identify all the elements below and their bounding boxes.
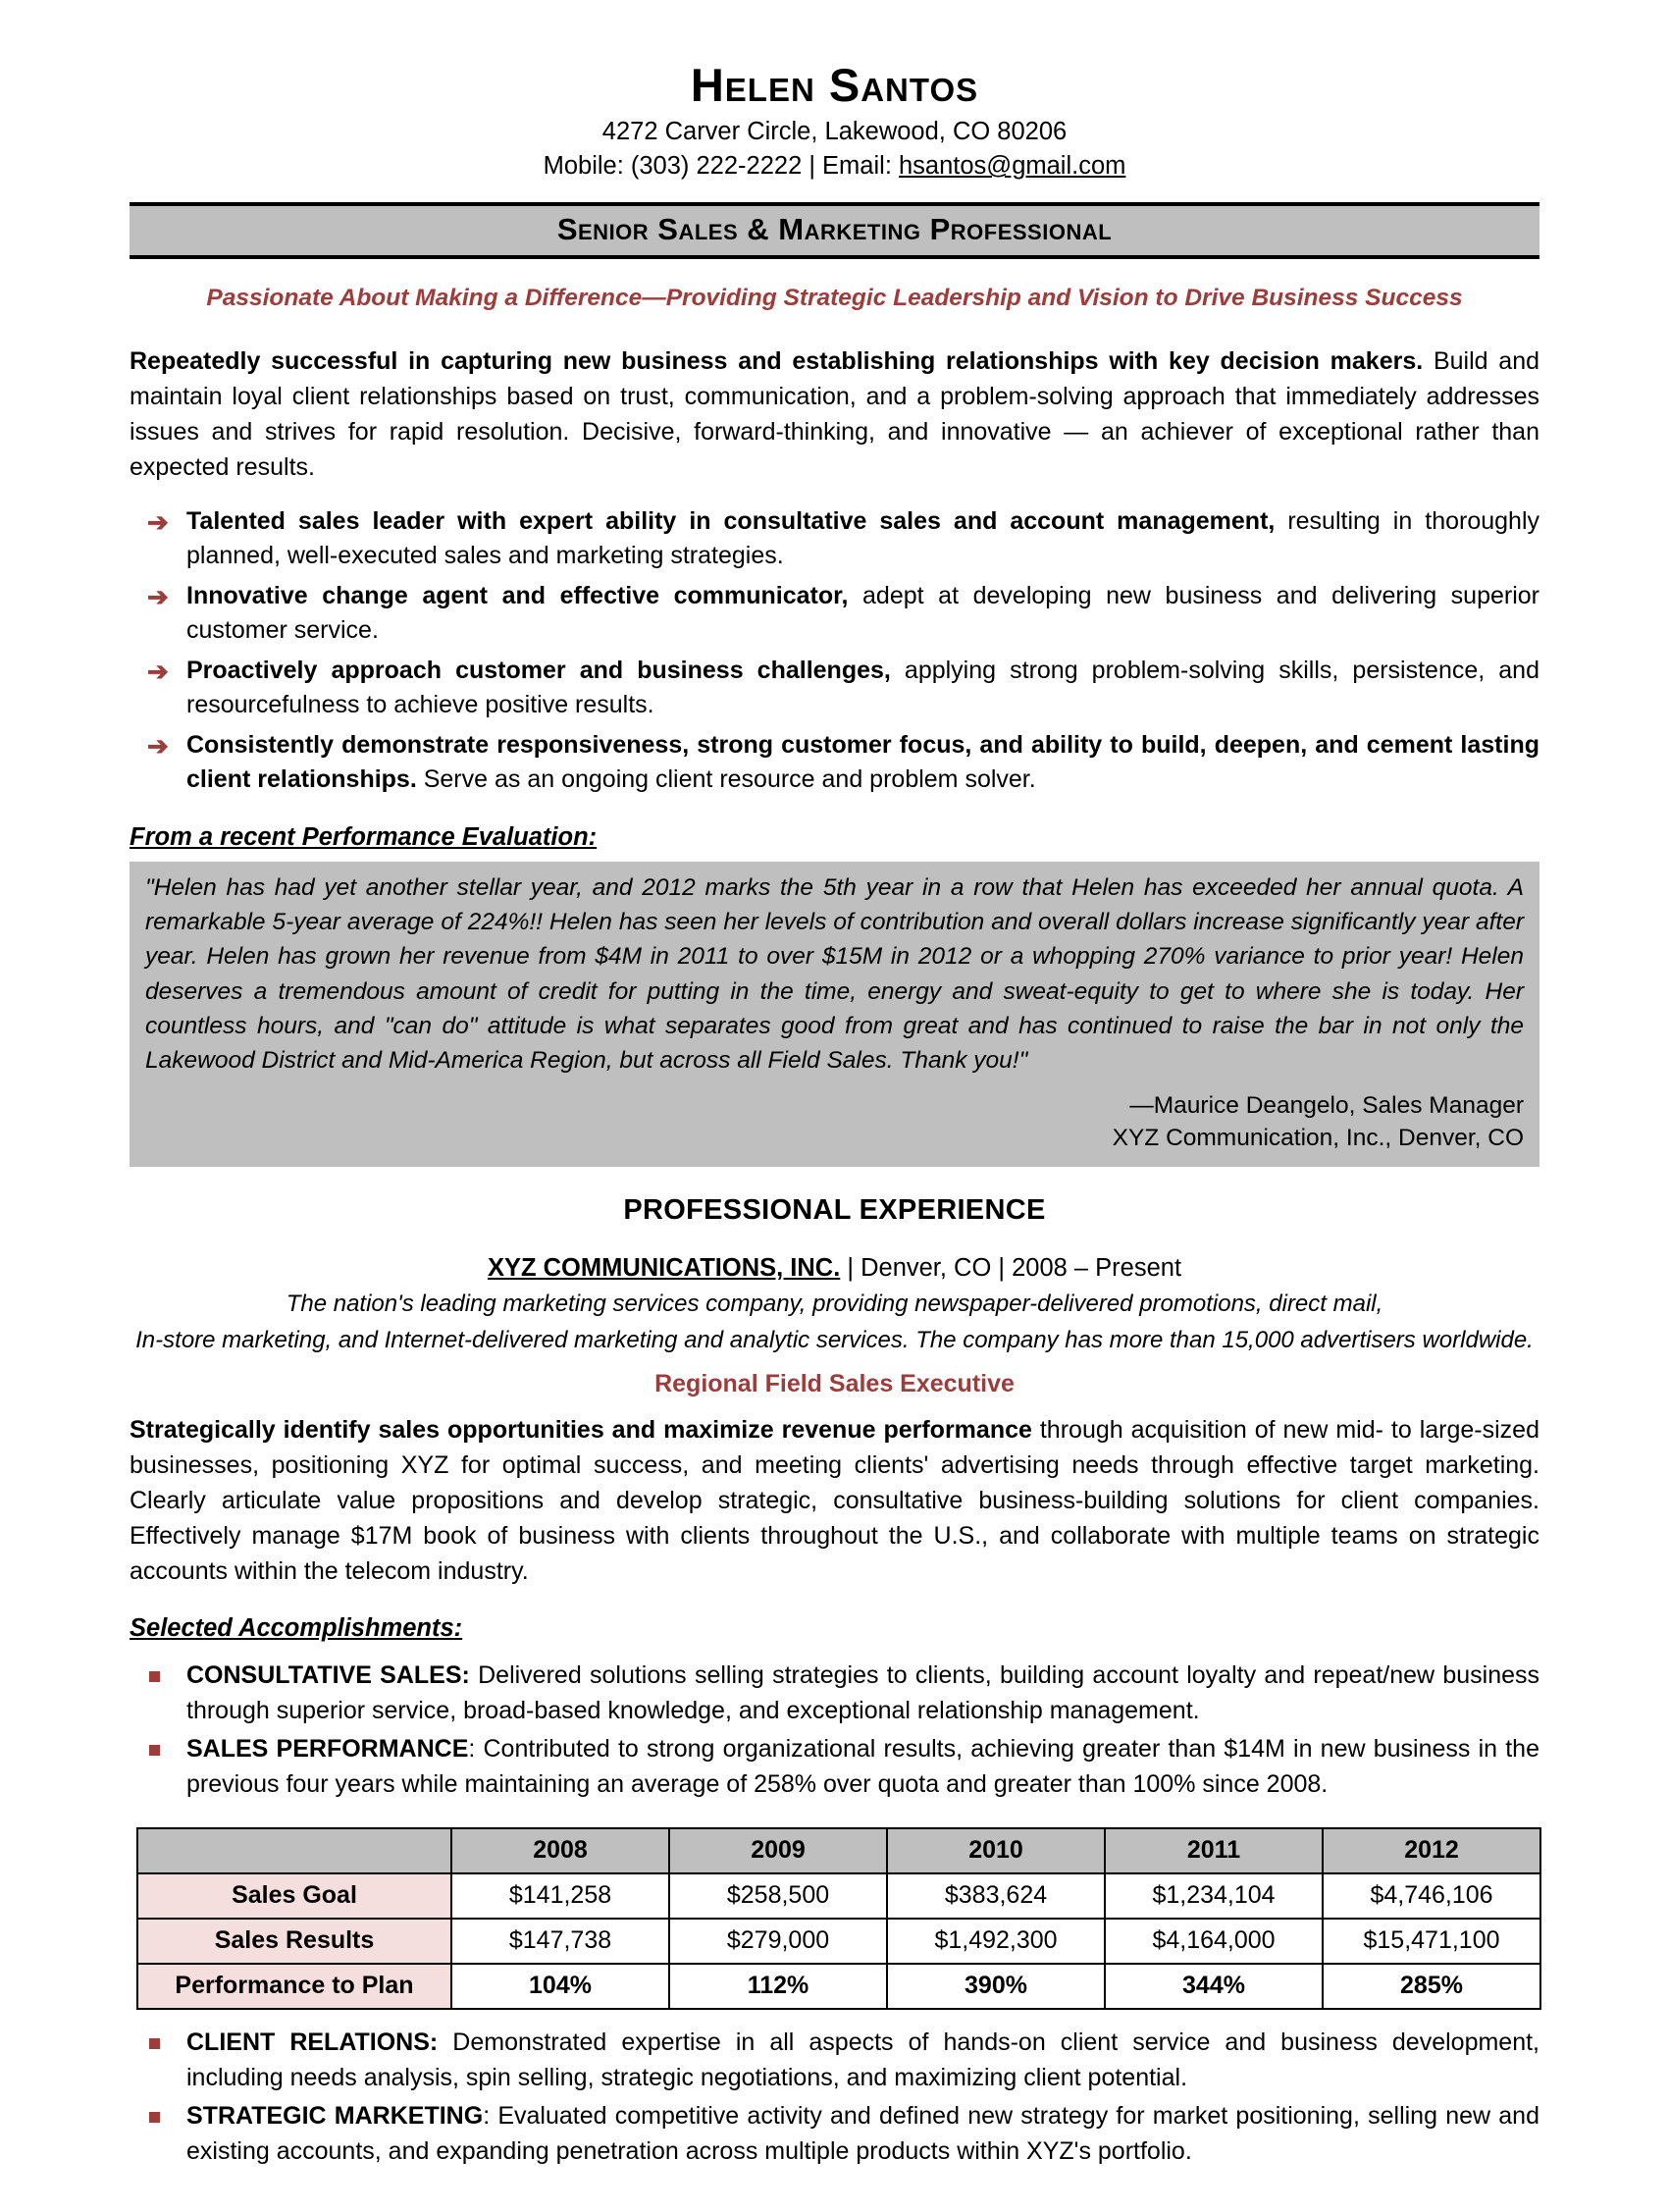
list-item-bold: Consistently demonstrate responsiveness, strong customer focus, and ability to build, deepen, and cement lasting client relationships. xyxy=(186,730,1539,794)
accomplishments-heading: Selected Accomplishments: xyxy=(130,1614,463,1643)
list-item-text xyxy=(186,2026,1539,2095)
list-item-rest: : Evaluated competitive activity and defined new strategy for market positioning, selling new and existing accounts, and expanding penetration across multiple products within XYZ's portfolio. xyxy=(186,2102,1539,2165)
list-item xyxy=(130,504,1539,574)
role-lead-bold: Strategically identify sales opportunities and maximize revenue performance xyxy=(130,1416,1032,1445)
candidate-address: 4272 Carver Circle, Lakewood, CO 80206 xyxy=(601,117,1068,145)
company-description-line-2: In-store marketing, and Internet-delivered marketing and analytic services. The company has more than 15,000 advertisers worldwide. xyxy=(135,1326,1534,1353)
accomplishments-list-bottom xyxy=(130,2026,1539,2169)
company-name: XYZ COMMUNICATIONS, INC. xyxy=(487,1254,841,1283)
list-item-rest: resulting in thoroughly planned, well-executed sales and marketing strategies. xyxy=(186,506,1539,570)
evaluation-quote-text: "Helen has had yet another stellar year, and 2012 marks the 5th year in a row that Helen has exceeded her annual quota. A remarkable 5-year average of 224%!! Helen has seen her levels of contribution and overall dollars increase significantly year after year. Helen has grown her revenue from $4M in 2011 to over $15M in 2012 or a whopping 270% variance to prior year! Helen deserves a tremendous amount of credit for putting in the time, energy and sweat-equity to get to where she is today. Her countless hours, and "can do" attitude is what separates good from great and has continued to raise the bar in not only the Lakewood District and Mid-America Region, but across all Field Sales. Thank you!" xyxy=(145,873,1524,1075)
table-col-header-2010: 2010 xyxy=(887,1828,1105,1873)
table-cell: $383,624 xyxy=(887,1873,1105,1919)
evaluation-quote-box xyxy=(130,862,1539,1167)
table-row xyxy=(137,1964,1540,2009)
role-rest: through acquisition of new mid- to large-sized businesses, positioning XYZ for optimal success, and meeting clients' advertising needs through effective target marketing. Clearly articulate value propositions and develop strategic, consultative business-building solutions for client companies. Effectively manage $17M book of business with clients throughout the U.S., and collaborate with multiple teams on strategic accounts within the telecom industry. xyxy=(130,1416,1539,1586)
company-description-line-1: The nation's leading marketing services company, providing newspaper-delivered promotions, direct mail, xyxy=(286,1290,1383,1318)
email-link[interactable]: hsantos@gmail.com xyxy=(899,152,1126,181)
summary-paragraph xyxy=(130,343,1539,485)
table-cell: $4,164,000 xyxy=(1105,1919,1323,1964)
page-title: PROFESSIONAL EXPERIENCE xyxy=(623,1194,1046,1227)
list-item-text xyxy=(186,2099,1539,2169)
list-item-rest: Delivered solutions selling strategies to clients, building account loyalty and repeat/new business through superior service, broad-based knowledge, and exceptional relationship management. xyxy=(186,1661,1540,1724)
resume-header xyxy=(130,61,1539,184)
candidate-contact xyxy=(130,150,1539,184)
list-item xyxy=(130,2099,1539,2169)
list-item-rest: Demonstrated expertise in all aspects of hands-on client service and business development, including needs analysis, spin selling, strategic negotiations, and maximizing client potential. xyxy=(186,2028,1539,2091)
list-item-rest: adept at developing new business and delivering superior customer service. xyxy=(186,581,1540,645)
table-row xyxy=(137,1873,1540,1919)
list-item-bold: CLIENT RELATIONS: xyxy=(186,2028,439,2057)
table-cell: $147,738 xyxy=(451,1919,669,1964)
table-col-header-2011: 2011 xyxy=(1105,1828,1323,1873)
list-item xyxy=(130,2026,1539,2095)
list-item-bold: CONSULTATIVE SALES: xyxy=(186,1661,470,1690)
list-item-rest: applying strong problem-solving skills, persistence, and resourcefulness to achieve positive results. xyxy=(186,656,1539,719)
role-paragraph xyxy=(130,1412,1539,1589)
list-item-bold: Innovative change agent and effective communicator, xyxy=(186,581,849,609)
evaluation-heading: From a recent Performance Evaluation: xyxy=(130,822,598,851)
list-item-text xyxy=(186,1732,1539,1802)
list-item-text xyxy=(186,1659,1539,1728)
square-bullet-icon xyxy=(130,1659,186,1682)
table-cell: 390% xyxy=(887,1964,1105,2009)
list-item xyxy=(130,728,1539,798)
table-cell: 104% xyxy=(451,1964,669,2009)
job-title: Regional Field Sales Executive xyxy=(654,1370,1015,1398)
table-cell: $258,500 xyxy=(669,1873,887,1919)
summary-lead-bold: Repeatedly successful in capturing new business and establishing relationships with key decision makers. xyxy=(130,346,1424,375)
tagline: Passionate About Making a Difference—Providing Strategic Leadership and Vision to Drive Business Success xyxy=(206,285,1463,312)
table-row-label-performance-to-plan: Performance to Plan xyxy=(137,1964,451,2009)
list-item-rest: Serve as an ongoing client resource and problem solver. xyxy=(416,765,1036,794)
table-cell: 285% xyxy=(1323,1964,1540,2009)
list-item xyxy=(130,654,1539,723)
list-item-bold: Talented sales leader with expert ability in consultative sales and account management, xyxy=(186,506,1276,535)
table-cell: $15,471,100 xyxy=(1323,1919,1540,1964)
table-col-header-2012: 2012 xyxy=(1323,1828,1540,1873)
professional-title-banner xyxy=(130,202,1539,259)
table-row-label-sales-goal: Sales Goal xyxy=(137,1873,451,1919)
table-cell: $279,000 xyxy=(669,1919,887,1964)
square-bullet-icon xyxy=(130,1732,186,1756)
table-cell: $1,234,104 xyxy=(1105,1873,1323,1919)
arrow-icon: ➔ xyxy=(147,656,169,686)
list-item-bold: Proactively approach customer and business challenges, xyxy=(186,656,891,684)
list-item-bold: STRATEGIC MARKETING xyxy=(186,2102,484,2131)
qualifications-list xyxy=(130,504,1539,798)
professional-title-text: Senior Sales & Marketing Professional xyxy=(556,212,1113,247)
evaluation-attribution-company: XYZ Communication, Inc., Denver, CO xyxy=(1112,1125,1524,1152)
list-item-text xyxy=(186,654,1539,723)
table-corner-cell xyxy=(137,1828,451,1873)
company-meta: | Denver, CO | 2008 – Present xyxy=(840,1254,1182,1283)
list-item-text xyxy=(186,504,1539,574)
table-header xyxy=(137,1828,1540,1873)
list-item xyxy=(130,1659,1539,1728)
table-body xyxy=(137,1873,1540,2009)
table-cell: $1,492,300 xyxy=(887,1919,1105,1964)
table-row xyxy=(137,1919,1540,1964)
list-item-rest: : Contributed to strong organizational results, achieving greater than $14M in new business in the previous four years while maintaining an average of 258% over quota and greater than 100% since 2008. xyxy=(186,1735,1539,1798)
table-cell: 344% xyxy=(1105,1964,1323,2009)
list-item-text xyxy=(186,728,1539,798)
evaluation-attribution-name: —Maurice Deangelo, Sales Manager xyxy=(1129,1092,1524,1120)
arrow-icon: ➔ xyxy=(147,730,169,761)
list-item xyxy=(130,1732,1539,1802)
table-header-row xyxy=(137,1828,1540,1873)
sales-results-table xyxy=(136,1827,1541,2010)
candidate-name: Helen Santos xyxy=(690,59,979,111)
company-header xyxy=(130,1252,1539,1285)
arrow-icon: ➔ xyxy=(147,581,169,611)
accomplishments-list-top xyxy=(130,1659,1539,1802)
contact-prefix-text: Mobile: (303) 222-2222 | Email: xyxy=(543,152,899,181)
table-col-header-2008: 2008 xyxy=(451,1828,669,1873)
list-item xyxy=(130,579,1539,649)
arrow-icon: ➔ xyxy=(147,506,169,537)
summary-rest: Build and maintain loyal client relationships based on trust, communication, and a problem-solving approach that immediately addresses issues and strives for rapid resolution. Decisive, forward-thinking, and innovative — an achiever of exceptional rather than expected results. xyxy=(130,346,1539,481)
square-bullet-icon xyxy=(130,2026,186,2049)
list-item-bold: SALES PERFORMANCE xyxy=(186,1735,469,1764)
table-cell: $4,746,106 xyxy=(1323,1873,1540,1919)
table-row-label-sales-results: Sales Results xyxy=(137,1919,451,1964)
table-cell: $141,258 xyxy=(451,1873,669,1919)
list-item-text xyxy=(186,579,1539,649)
square-bullet-icon xyxy=(130,2099,186,2123)
table-col-header-2009: 2009 xyxy=(669,1828,887,1873)
table-cell: 112% xyxy=(669,1964,887,2009)
